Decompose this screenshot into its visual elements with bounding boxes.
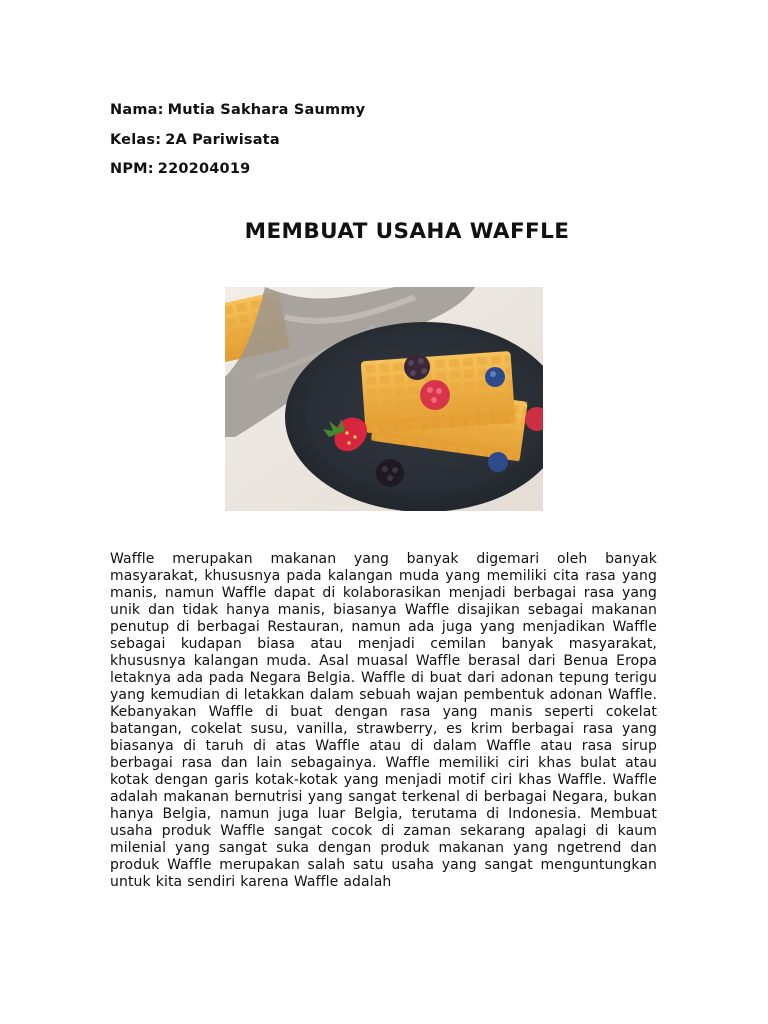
student-npm-line <box>110 161 250 177</box>
student-name-line <box>110 102 365 118</box>
student-class-value: 2A Pariwisata <box>165 132 280 148</box>
student-npm-value: 220204019 <box>157 161 251 177</box>
waffle-photo <box>225 287 543 511</box>
waffle-photo-icon <box>225 287 543 511</box>
student-class-line <box>110 132 280 148</box>
student-name-value: Mutia Sakhara Saummy <box>167 102 366 118</box>
student-npm-label: NPM: <box>110 161 154 177</box>
student-class-label: Kelas: <box>110 132 162 148</box>
body-paragraph: Waffle merupakan makanan yang banyak digemari oleh banyak masyarakat, khususnya pada kalangan muda yang memiliki cita rasa yang manis, namun Waffle dapat di kolaborasikan menjadi berbagai rasa yang unik dan tidak hanya manis, biasanya Waffle disajikan sebagai makanan penutup di berbagai Restauran, namun ada juga yang menjadikan Waffle sebagai kudapan biasa atau menjadi cemilan banyak masyarakat, khususnya kalangan muda. Asal muasal Waffle berasal dari Benua Eropa letaknya ada pada Negara Belgia. Waffle di buat dari adonan tepung terigu yang kemudian di letakkan dalam sebuah wajan pembentuk adonan Waffle. Kebanyakan Waffle di buat dengan rasa yang manis seperti cokelat batangan, cokelat susu, vanilla, strawberry, es krim berbagai rasa yang biasanya di taruh di atas Waffle atau di dalam Waffle atau rasa sirup berbagai rasa dan lain sebagainya. Waffle memiliki ciri khas bulat atau kotak dengan garis kotak-kotak yang menjadi motif ciri khas Waffle. Waffle adalah makanan bernutrisi yang sangat terkenal di berbagai Negara, bukan hanya Belgia, namun juga luar Belgia, terutama di Indonesia. Membuat usaha produk Waffle sangat cocok di zaman sekarang apalagi di kaum milenial yang sangat suka dengan produk makanan yang ngetrend dan produk Waffle merupakan salah satu usaha yang sangat menguntungkan untuk kita sendiri karena Waffle adalah <box>110 551 657 890</box>
page-title: MEMBUAT USAHA WAFFLE <box>244 219 570 244</box>
student-name-label: Nama: <box>110 102 164 118</box>
